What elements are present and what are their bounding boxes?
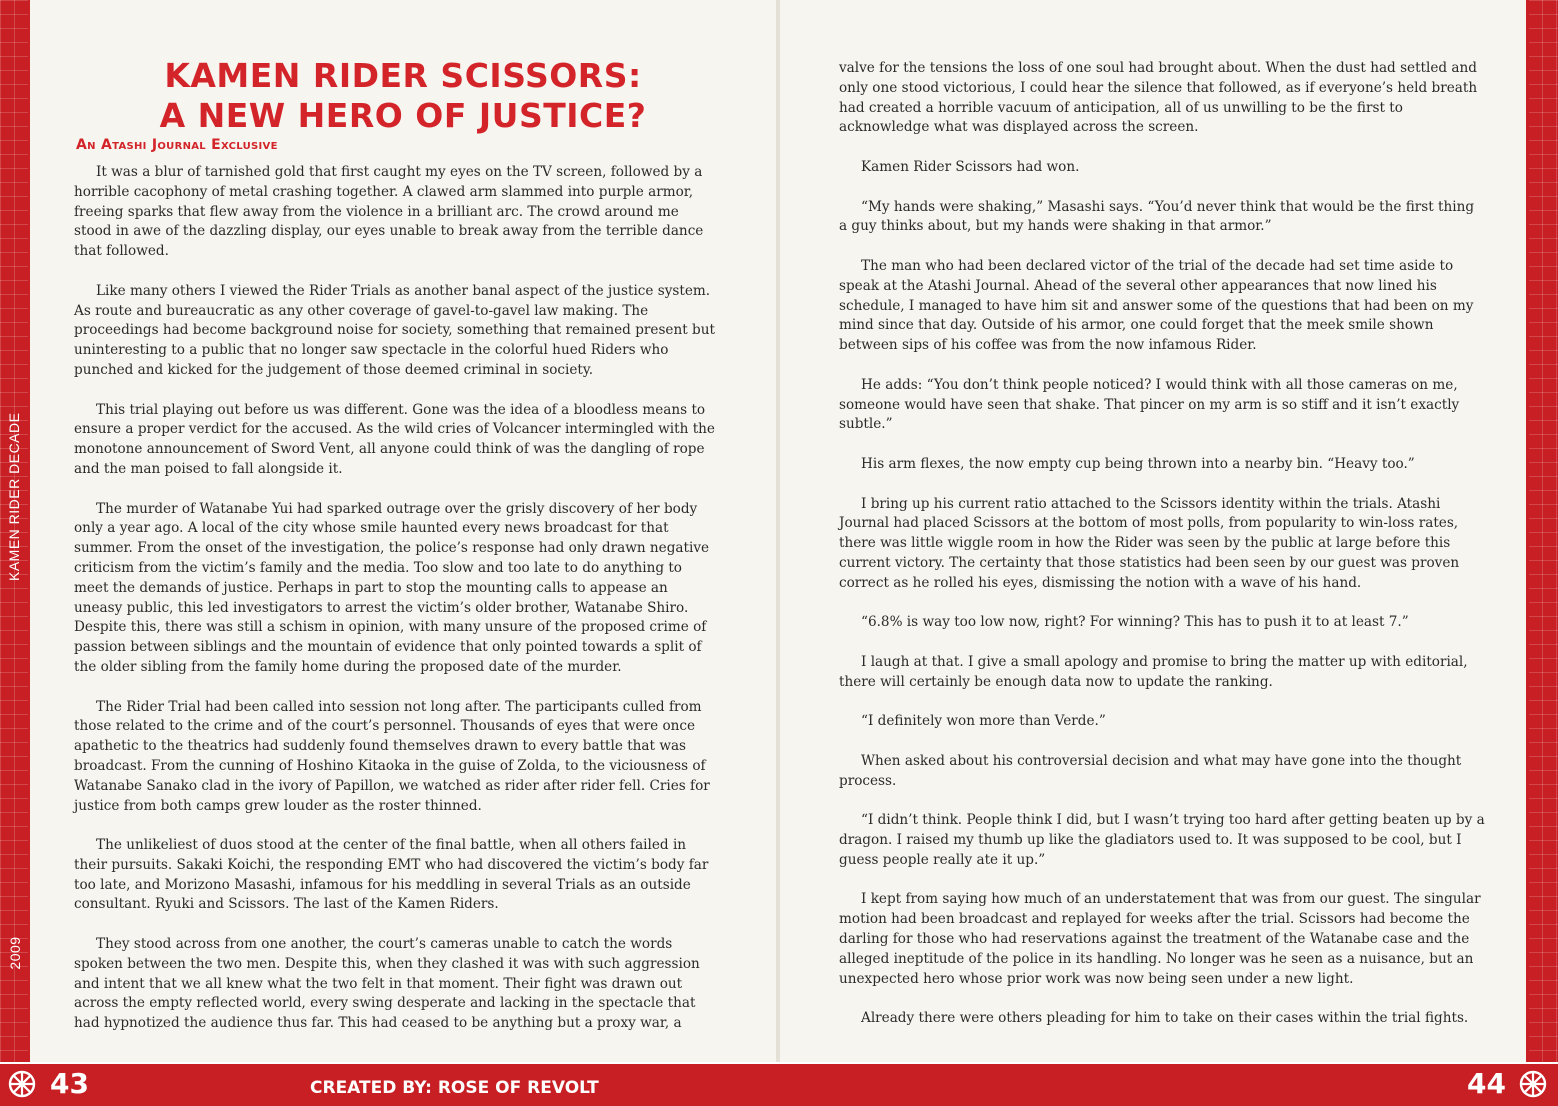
paragraph: The unlikeliest of duos stood at the center of the final battle, when all others failed in their pursuits. Sakaki Koichi, the responding EMT who had discovered the victim’s body far too late, and Morizono Masashi, infamous for his meddling in several Trials as an outside consultant. Ryuki and Scissors. The last of the Kamen Riders. bbox=[74, 837, 709, 913]
left-page bbox=[30, 0, 776, 1062]
paragraph: When asked about his controversial decision and what may have gone into the thought process. bbox=[839, 752, 1462, 789]
paragraph: Kamen Rider Scissors had won. bbox=[861, 158, 1080, 175]
paragraph: I kept from saying how much of an understatement that was from our guest. The singular motion had been broadcast and replayed for weeks after the trial. Scissors had become the darling for those who had reservations against the treatment of the Watanabe case and the alleged ineptitude of the police in its handling. No longer was he seen as a nuisance, but an unexpected hero whose prior work was now being seen under a new light. bbox=[839, 891, 1481, 987]
paragraph: Already there were others pleading for him to take on their cases within the trial fights. bbox=[861, 1010, 1469, 1027]
paragraph: The murder of Watanabe Yui had sparked outrage over the grisly discovery of her body only a year ago. A local of the city whose smile haunted every news broadcast for that summer. From the onset of the investigation, the police’s response had only drawn negative criticism from the victim’s family and the media. Too slow and too late to do anything to meet the demands of justice. Perhaps in part to stop the mounting calls to appease an uneasy public, this led investigators to arrest the victim’s older brother, Watanabe Shiro. Despite this, there was still a schism in opinion, with many unsure of the proposed crime of passion between siblings and the mountain of evidence that only pointed towards a split of the older sibling from the family home during the proposed date of the murder. bbox=[74, 500, 710, 675]
paragraph: They stood across from one another, the court’s cameras unable to catch the words spoken between the two men. Despite this, when they clashed it was with such aggression and intent that we all knew what the two felt in that moment. Their fight was drawn out across the empty reflected world, every swing desperate and lacking in the spectacle that had hypnotized the audience thus far. This had ceased to be anything but a proxy war, a bbox=[74, 936, 700, 1032]
paragraph: The man who had been declared victor of the trial of the decade had set time aside to speak at the Atashi Journal. Ahead of the several other appearances that now lined his schedule, I managed to have him sit and answer some of the questions that had been on my mind since that day. Outside of his armor, one could forget that the meek smile shown between sips of his coffee was from the now infamous Rider. bbox=[839, 257, 1474, 354]
right-edge-line bbox=[1527, 0, 1529, 1062]
article-subtitle: An Atashi Journal Exclusive bbox=[76, 137, 278, 153]
series-label: KAMEN RIDER DECADE bbox=[6, 412, 22, 581]
footer-bar bbox=[0, 1062, 1558, 1106]
left-edge-line bbox=[28, 0, 30, 1062]
left-page-number: 43 bbox=[50, 1067, 89, 1100]
paragraph: He adds: “You don’t think people noticed? I would think with all those cameras on me, someone would have seen that shake. That pincer on my arm is so stiff and it isn’t exactly subtle.” bbox=[839, 376, 1460, 433]
left-column bbox=[74, 163, 720, 1054]
paragraph: It was a blur of tarnished gold that first caught my eyes on the TV screen, followed by a horrible cacophony of metal crashing together. A clawed arm slammed into purple armor, freeing sparks that flew away from the violence in a brilliant arc. The crowd around me stood in awe of the dazzling display, our eyes unable to break away from the terrible dance that followed. bbox=[74, 164, 704, 260]
paragraph: The Rider Trial had been called into session not long after. The participants culled from those related to the crime and of the court’s personnel. Thousands of eyes that were once apathetic to the theatrics had suddenly found themselves drawn to every battle that was broadcast. From the cunning of Hoshino Kitaoka in the guise of Zolda, to the viciousness of Watanabe Sanako clad in the ivory of Papillon, we watched as rider after rider fell. Cries for justice from both camps grew louder as the roster thinned. bbox=[74, 698, 710, 814]
paragraph: “6.8% is way too low now, right? For winning? This has to push it to at least 7.” bbox=[861, 614, 1409, 631]
paragraph: “I didn’t think. People think I did, but I wasn’t trying too hard after getting beaten up by a dragon. I raised my thumb up like the gladiators used to. It was supposed to be cool, but I guess people really ate it up.” bbox=[839, 812, 1485, 868]
paragraph: This trial playing out before us was different. Gone was the idea of a bloodless means to ensure a proper verdict for the accused. As the wild cries of Volcancer intermingled with the monotone announcement of Sword Vent, all anyone could think of was the dangling of rope and the man poised to fall alongside it. bbox=[74, 401, 715, 477]
right-page bbox=[780, 0, 1526, 1062]
title-line-2: A NEW HERO OF JUSTICE? bbox=[159, 96, 647, 135]
paragraph: I bring up his current ratio attached to the Scissors identity within the trials. Atashi Journal had placed Scissors at the bottom of most polls, from popularity to win-loss rates, there was little wiggle room in how the Rider was seen by the public at large before this current victory. The certainty that those statistics had been seen by our guest was proven correct as he rolled his eyes, dismissing the notion with a wave of his hand. bbox=[839, 495, 1460, 591]
right-column bbox=[839, 59, 1485, 1049]
paragraph: “My hands were shaking,” Masashi says. “You’d never think that would be the first thing a guy thinks about, but my hands were shaking in that armor.” bbox=[839, 198, 1475, 235]
paragraph: His arm flexes, the now empty cup being thrown into a nearby bin. “Heavy too.” bbox=[861, 455, 1415, 472]
wheel-emblem-icon bbox=[8, 1070, 36, 1098]
right-page-number: 44 bbox=[1467, 1067, 1506, 1100]
paragraph: I laugh at that. I give a small apology and promise to bring the matter up with editorial, there will certainly be enough data now to update the ranking. bbox=[839, 653, 1468, 690]
paragraph: Like many others I viewed the Rider Trials as another banal aspect of the justice system. As route and bureaucratic as any other coverage of gavel-to-gavel law making. The proceedings had become background noise for society, something that remained present but uninteresting to a public that no longer saw spectacle in the colorful hued Riders who punched and kicked for the judgement of those deemed criminal in society. bbox=[74, 282, 715, 378]
year-label: 2009 bbox=[7, 936, 23, 970]
title-line-1: KAMEN RIDER SCISSORS: bbox=[164, 56, 642, 95]
paragraph: “I definitely won more than Verde.” bbox=[861, 713, 1106, 730]
credit-text: CREATED BY: ROSE OF REVOLT bbox=[310, 1078, 599, 1098]
wheel-emblem-icon bbox=[1519, 1070, 1547, 1098]
article-title bbox=[30, 56, 776, 136]
right-side-band bbox=[1528, 0, 1558, 1106]
paragraph: valve for the tensions the loss of one soul had brought about. When the dust had settled and only one stood victorious, I could hear the silence that followed, as if everyone’s held breath had created a horrible vacuum of anticipation, all of us unwilling to be the first to acknowledge what was displayed across the screen. bbox=[839, 60, 1478, 136]
footer-divider bbox=[0, 1062, 1558, 1064]
